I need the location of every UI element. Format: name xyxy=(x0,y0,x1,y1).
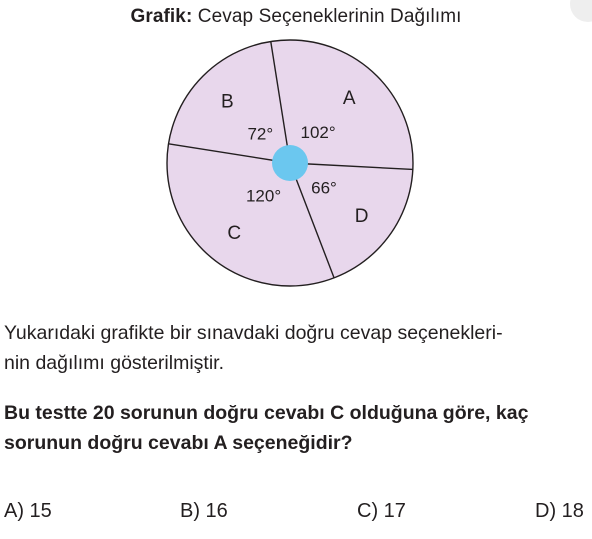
pie-angle-label-a: 102° xyxy=(300,122,336,142)
description-paragraph xyxy=(4,318,592,378)
chart-title-text: Cevap Seçeneklerinin Dağılımı xyxy=(192,6,462,27)
option-a[interactable]: A) 15 xyxy=(4,500,52,522)
pie-angle-label-d: 66° xyxy=(311,178,337,198)
option-c[interactable]: C) 17 xyxy=(357,500,406,522)
chart-title-bold: Grafik: xyxy=(130,6,193,27)
pie-center-dot xyxy=(272,145,308,181)
question-text xyxy=(4,398,592,458)
pie-label-b: B xyxy=(221,91,234,113)
pie-angle-label-b: 72° xyxy=(247,124,274,144)
description-line-2: nin dağılımı gösterilmiştir. xyxy=(4,352,224,374)
description-line-1: Yukarıdaki grafikte bir sınavdaki doğru cevap seçenekleri- xyxy=(4,322,503,344)
question-line-2: sorunun doğru cevabı A seçeneğidir? xyxy=(4,432,353,454)
option-b[interactable]: B) 16 xyxy=(180,500,228,522)
option-d[interactable]: D) 18 xyxy=(535,500,584,522)
pie-label-c: C xyxy=(227,222,242,244)
pie-chart xyxy=(155,38,425,298)
pie-label-a: A xyxy=(342,88,356,110)
question-line-1: Bu testte 20 sorunun doğru cevabı C olduğuna göre, kaç xyxy=(4,402,529,424)
pie-angle-label-c: 120° xyxy=(245,186,282,206)
chart-title xyxy=(0,6,592,28)
pie-label-d: D xyxy=(354,206,369,228)
